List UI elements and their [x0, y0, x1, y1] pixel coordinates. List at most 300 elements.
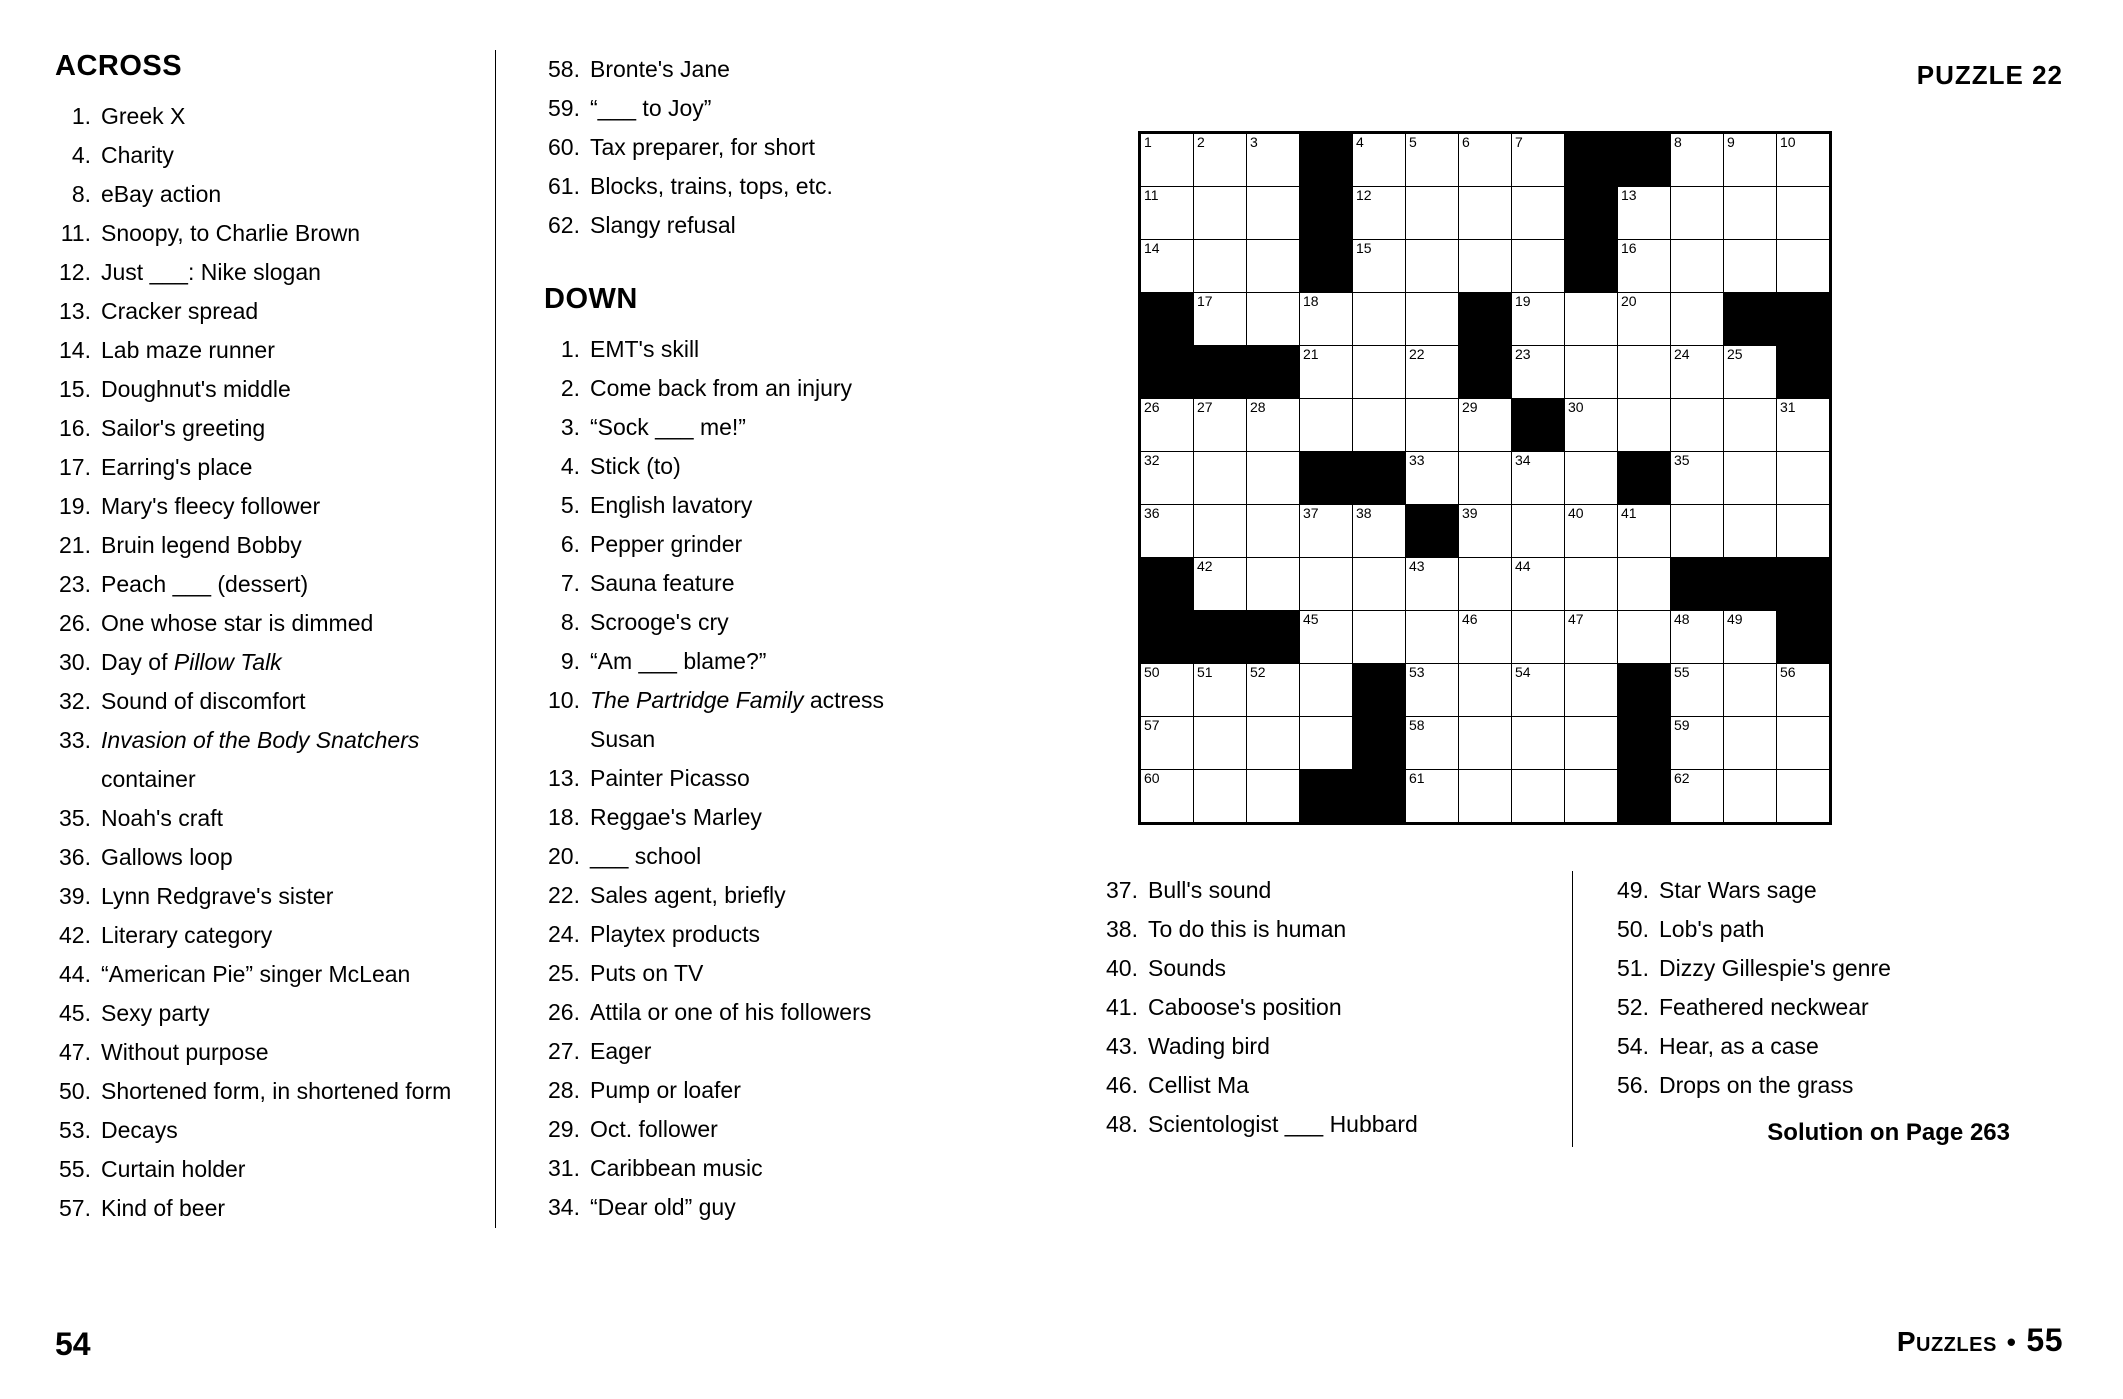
clue-number: 45.	[59, 1000, 91, 1026]
grid-cell[interactable]	[1459, 240, 1512, 293]
grid-cell-block	[1140, 293, 1194, 346]
grid-cell[interactable]	[1671, 770, 1724, 824]
clue-number: 27.	[548, 1038, 580, 1064]
clue-item	[544, 167, 951, 206]
grid-cell[interactable]	[1459, 505, 1512, 558]
grid-cell[interactable]	[1671, 133, 1724, 187]
grid-cell-number: 61	[1409, 770, 1425, 786]
grid-cell[interactable]	[1140, 717, 1194, 770]
grid-cell-number: 53	[1409, 664, 1425, 680]
grid-cell[interactable]	[1194, 187, 1247, 240]
grid-cell[interactable]	[1406, 399, 1459, 452]
clue-text: Noah's craft	[101, 805, 223, 831]
grid-cell[interactable]	[1671, 187, 1724, 240]
clue-text: Mary's fleecy follower	[101, 493, 321, 519]
grid-cell[interactable]	[1300, 558, 1353, 611]
grid-cell[interactable]	[1618, 240, 1671, 293]
clue-number: 37.	[1106, 877, 1138, 903]
grid-cell[interactable]	[1247, 664, 1300, 717]
grid-cell[interactable]	[1724, 240, 1777, 293]
clue-number: 12.	[59, 259, 91, 285]
clue-text: Painter Picasso	[590, 765, 750, 791]
clue-item	[1102, 910, 1572, 949]
clue-text: Feathered neckwear	[1659, 994, 1869, 1020]
grid-cell[interactable]	[1353, 133, 1406, 187]
grid-cell[interactable]	[1140, 133, 1194, 187]
grid-cell[interactable]	[1194, 399, 1247, 452]
clue-number: 40.	[1106, 955, 1138, 981]
clue-text: Wading bird	[1148, 1033, 1270, 1059]
grid-cell-block	[1300, 187, 1353, 240]
clue-item	[55, 1072, 471, 1111]
grid-cell[interactable]	[1724, 717, 1777, 770]
grid-cell[interactable]	[1194, 133, 1247, 187]
clue-item	[55, 877, 471, 916]
grid-cell-block	[1353, 770, 1406, 824]
grid-cell[interactable]	[1459, 770, 1512, 824]
grid-cell-block	[1194, 346, 1247, 399]
grid-cell[interactable]	[1247, 717, 1300, 770]
grid-cell-number: 55	[1674, 664, 1690, 680]
grid-cell[interactable]	[1671, 505, 1724, 558]
grid-cell[interactable]	[1406, 133, 1459, 187]
clue-text: Bronte's Jane	[590, 56, 730, 82]
grid-cell[interactable]	[1512, 558, 1565, 611]
clue-number: 14.	[59, 337, 91, 363]
grid-cell[interactable]	[1777, 505, 1831, 558]
grid-cell[interactable]	[1777, 770, 1831, 824]
grid-cell[interactable]	[1724, 399, 1777, 452]
grid-cell[interactable]	[1618, 187, 1671, 240]
grid-cell-number: 19	[1515, 293, 1531, 309]
grid-cell[interactable]	[1300, 717, 1353, 770]
clue-number: 13.	[548, 765, 580, 791]
clue-text: Sound of discomfort	[101, 688, 306, 714]
grid-cell[interactable]	[1512, 240, 1565, 293]
clue-item	[1613, 949, 2012, 988]
grid-cell[interactable]	[1724, 133, 1777, 187]
grid-cell[interactable]	[1618, 346, 1671, 399]
grid-cell[interactable]	[1300, 293, 1353, 346]
clue-text: “Sock ___ me!”	[590, 414, 746, 440]
grid-cell[interactable]	[1512, 770, 1565, 824]
clue-number: 3.	[560, 414, 580, 440]
clue-item	[55, 1150, 471, 1189]
grid-cell[interactable]	[1353, 240, 1406, 293]
grid-cell[interactable]	[1459, 558, 1512, 611]
grid-cell-block	[1618, 717, 1671, 770]
grid-cell-block	[1671, 558, 1724, 611]
grid-cell[interactable]	[1777, 717, 1831, 770]
grid-cell[interactable]	[1459, 452, 1512, 505]
clue-text: Gallows loop	[101, 844, 233, 870]
grid-cell[interactable]	[1300, 664, 1353, 717]
grid-cell[interactable]	[1406, 770, 1459, 824]
clue-text: Attila or one of his followers	[590, 999, 872, 1025]
grid-cell-number: 54	[1515, 664, 1531, 680]
grid-cell[interactable]	[1512, 611, 1565, 664]
clue-text: Sailor's greeting	[101, 415, 266, 441]
grid-cell[interactable]	[1459, 187, 1512, 240]
down-clue-list-3	[1613, 871, 2012, 1105]
grid-cell[interactable]	[1194, 293, 1247, 346]
clue-number: 8.	[560, 609, 580, 635]
grid-cell-block	[1353, 717, 1406, 770]
clue-text: Caboose's position	[1148, 994, 1342, 1020]
grid-cell[interactable]	[1406, 293, 1459, 346]
clue-number: 57.	[59, 1195, 91, 1221]
clue-item	[544, 525, 951, 564]
clue-text: Lynn Redgrave's sister	[101, 883, 334, 909]
clue-item	[544, 642, 951, 681]
grid-cell-number: 10	[1780, 134, 1796, 150]
clue-text: Sexy party	[101, 1000, 210, 1026]
grid-cell-number: 58	[1409, 717, 1425, 733]
grid-cell-number: 46	[1462, 611, 1478, 627]
grid-cell-number: 38	[1356, 505, 1372, 521]
grid-cell[interactable]	[1512, 452, 1565, 505]
grid-cell[interactable]	[1406, 240, 1459, 293]
grid-cell[interactable]	[1565, 770, 1618, 824]
grid-cell-number: 32	[1144, 452, 1160, 468]
clue-text: EMT's skill	[590, 336, 700, 362]
grid-cell[interactable]	[1247, 505, 1300, 558]
grid-cell[interactable]	[1459, 664, 1512, 717]
clue-number: 5.	[560, 492, 580, 518]
clue-item	[55, 994, 471, 1033]
clue-number: 28.	[548, 1077, 580, 1103]
footer-label: Puzzles	[1896, 1326, 1997, 1357]
clue-text: Dizzy Gillespie's genre	[1659, 955, 1891, 981]
grid-cell-number: 52	[1250, 664, 1266, 680]
grid-cell[interactable]	[1194, 452, 1247, 505]
puzzle-title: PUZZLE 22	[1916, 60, 2063, 90]
grid-cell[interactable]	[1671, 293, 1724, 346]
grid-cell[interactable]	[1671, 240, 1724, 293]
clue-item	[544, 206, 951, 245]
clue-number: 18.	[548, 804, 580, 830]
grid-cell[interactable]	[1300, 399, 1353, 452]
left-clue-columns	[55, 50, 1022, 1228]
grid-cell-block	[1194, 611, 1247, 664]
grid-cell[interactable]	[1406, 452, 1459, 505]
grid-cell[interactable]	[1300, 346, 1353, 399]
grid-cell[interactable]	[1777, 399, 1831, 452]
clue-item	[55, 643, 471, 682]
down-clue-list-2	[1102, 871, 1572, 1144]
grid-cell[interactable]	[1406, 611, 1459, 664]
down-heading: DOWN	[544, 283, 638, 315]
clue-text: Just ___: Nike slogan	[101, 259, 321, 285]
clue-number: 26.	[59, 610, 91, 636]
grid-cell-block	[1618, 452, 1671, 505]
clue-item	[544, 798, 951, 837]
grid-cell[interactable]	[1353, 558, 1406, 611]
grid-cell[interactable]	[1565, 452, 1618, 505]
grid-cell[interactable]	[1618, 505, 1671, 558]
grid-cell[interactable]	[1512, 187, 1565, 240]
grid-row	[1140, 346, 1831, 399]
grid-cell[interactable]	[1300, 611, 1353, 664]
grid-cell[interactable]	[1565, 505, 1618, 558]
clue-number: 43.	[1106, 1033, 1138, 1059]
clue-number: 15.	[59, 376, 91, 402]
clue-item	[544, 876, 951, 915]
grid-cell[interactable]	[1671, 452, 1724, 505]
grid-cell-number: 11	[1144, 187, 1159, 203]
down-clues-continued	[1102, 871, 2063, 1147]
grid-cell[interactable]	[1247, 558, 1300, 611]
clue-item	[1102, 1027, 1572, 1066]
across-clue-list-1	[55, 97, 471, 1228]
clue-number: 51.	[1617, 955, 1649, 981]
clue-number: 23.	[59, 571, 91, 597]
grid-cell-number: 36	[1144, 505, 1160, 521]
clue-text: The Partridge Family actress Susan	[590, 687, 884, 752]
clue-item	[55, 370, 471, 409]
clue-number: 60.	[548, 134, 580, 160]
grid-cell[interactable]	[1140, 187, 1194, 240]
grid-cell[interactable]	[1671, 611, 1724, 664]
clue-number: 50.	[1617, 916, 1649, 942]
clue-item	[55, 487, 471, 526]
grid-cell[interactable]	[1406, 558, 1459, 611]
grid-cell[interactable]	[1459, 399, 1512, 452]
grid-cell[interactable]	[1194, 770, 1247, 824]
clue-text: Stick (to)	[590, 453, 681, 479]
grid-cell-number: 3	[1250, 134, 1258, 150]
clue-text: Bull's sound	[1148, 877, 1272, 903]
grid-cell[interactable]	[1565, 664, 1618, 717]
grid-cell-block	[1618, 770, 1671, 824]
clue-text: Doughnut's middle	[101, 376, 291, 402]
page-number-right: 55	[2026, 1322, 2063, 1358]
clue-item	[1613, 910, 2012, 949]
grid-cell[interactable]	[1512, 133, 1565, 187]
grid-cell[interactable]	[1140, 452, 1194, 505]
grid-cell-number: 45	[1303, 611, 1319, 627]
grid-cell-number: 44	[1515, 558, 1531, 574]
grid-cell[interactable]	[1565, 346, 1618, 399]
grid-cell[interactable]	[1140, 770, 1194, 824]
clue-text: Playtex products	[590, 921, 761, 947]
clue-number: 38.	[1106, 916, 1138, 942]
grid-cell[interactable]	[1512, 346, 1565, 399]
grid-cell[interactable]	[1724, 346, 1777, 399]
grid-cell[interactable]	[1724, 452, 1777, 505]
grid-cell[interactable]	[1247, 770, 1300, 824]
clue-item	[55, 136, 471, 175]
clue-number: 22.	[548, 882, 580, 908]
grid-cell[interactable]	[1724, 664, 1777, 717]
grid-cell[interactable]	[1406, 664, 1459, 717]
across-clue-list-2	[544, 50, 951, 245]
grid-row	[1140, 240, 1831, 293]
grid-cell[interactable]	[1777, 187, 1831, 240]
grid-cell-number: 9	[1727, 134, 1735, 150]
grid-cell-number: 57	[1144, 717, 1160, 733]
clue-item	[544, 89, 951, 128]
clue-text: Cellist Ma	[1148, 1072, 1249, 1098]
clue-text: Eager	[590, 1038, 652, 1064]
clue-text: Greek X	[101, 103, 186, 129]
grid-cell[interactable]	[1406, 187, 1459, 240]
crossword-grid[interactable]	[1138, 131, 1832, 825]
grid-cell[interactable]	[1247, 240, 1300, 293]
grid-cell-number: 37	[1303, 505, 1319, 521]
crossword-grid-wrapper	[1138, 131, 2063, 825]
grid-cell[interactable]	[1194, 505, 1247, 558]
clue-item	[55, 331, 471, 370]
grid-cell[interactable]	[1140, 399, 1194, 452]
solution-note: Solution on Page 263	[1767, 1119, 2010, 1146]
grid-cell-number: 62	[1674, 770, 1690, 786]
grid-cell[interactable]	[1724, 611, 1777, 664]
clue-number: 9.	[560, 648, 580, 674]
grid-cell[interactable]	[1406, 717, 1459, 770]
grid-cell[interactable]	[1353, 505, 1406, 558]
grid-cell[interactable]	[1724, 187, 1777, 240]
grid-cell-number: 15	[1356, 240, 1372, 256]
clue-item	[544, 915, 951, 954]
grid-cell-block	[1300, 240, 1353, 293]
clue-item	[1102, 871, 1572, 910]
grid-cell[interactable]	[1194, 664, 1247, 717]
grid-cell[interactable]	[1724, 770, 1777, 824]
clue-number: 20.	[548, 843, 580, 869]
clue-number: 54.	[1617, 1033, 1649, 1059]
grid-cell[interactable]	[1459, 133, 1512, 187]
clue-item	[1102, 1105, 1572, 1144]
grid-cell-number: 31	[1780, 399, 1796, 415]
clue-number: 39.	[59, 883, 91, 909]
grid-cell[interactable]	[1459, 717, 1512, 770]
clue-number: 11.	[60, 220, 91, 246]
grid-cell-block	[1247, 346, 1300, 399]
clue-number: 33.	[59, 727, 91, 753]
grid-cell-block	[1300, 452, 1353, 505]
grid-cell[interactable]	[1671, 664, 1724, 717]
grid-cell-number: 33	[1409, 452, 1425, 468]
grid-cell[interactable]	[1777, 452, 1831, 505]
grid-cell-number: 50	[1144, 664, 1160, 680]
clue-text: Lob's path	[1659, 916, 1765, 942]
grid-cell[interactable]	[1353, 293, 1406, 346]
grid-cell[interactable]	[1565, 611, 1618, 664]
clue-item	[55, 721, 471, 799]
grid-cell[interactable]	[1512, 505, 1565, 558]
grid-cell[interactable]	[1777, 664, 1831, 717]
grid-cell-number: 6	[1462, 134, 1470, 150]
clue-item	[55, 97, 471, 136]
grid-cell[interactable]	[1618, 558, 1671, 611]
footer-dot: •	[2006, 1327, 2017, 1357]
clue-item	[544, 1188, 951, 1227]
grid-cell[interactable]	[1140, 505, 1194, 558]
clue-item	[55, 175, 471, 214]
grid-cell[interactable]	[1565, 558, 1618, 611]
grid-cell[interactable]	[1618, 399, 1671, 452]
grid-cell-number: 41	[1621, 505, 1637, 521]
grid-cell[interactable]	[1724, 505, 1777, 558]
grid-cell[interactable]	[1671, 717, 1724, 770]
grid-cell[interactable]	[1194, 558, 1247, 611]
grid-cell[interactable]	[1353, 611, 1406, 664]
clue-number: 17.	[59, 454, 91, 480]
grid-cell[interactable]	[1777, 240, 1831, 293]
clue-item	[544, 1032, 951, 1071]
grid-cell-number: 30	[1568, 399, 1584, 415]
grid-cell-block	[1300, 770, 1353, 824]
grid-cell[interactable]	[1512, 664, 1565, 717]
clue-item	[544, 447, 951, 486]
clue-number: 8.	[71, 181, 91, 207]
clue-text: Blocks, trains, tops, etc.	[590, 173, 833, 199]
grid-cell[interactable]	[1353, 346, 1406, 399]
grid-cell-number: 48	[1674, 611, 1690, 627]
grid-cell[interactable]	[1353, 187, 1406, 240]
grid-cell[interactable]	[1777, 133, 1831, 187]
clue-text: Caribbean music	[590, 1155, 763, 1181]
grid-cell[interactable]	[1512, 717, 1565, 770]
grid-row	[1140, 399, 1831, 452]
grid-cell[interactable]	[1140, 240, 1194, 293]
grid-cell[interactable]	[1565, 717, 1618, 770]
grid-cell-number: 2	[1197, 134, 1205, 150]
clue-number: 55.	[59, 1156, 91, 1182]
grid-cell-number: 18	[1303, 293, 1319, 309]
clue-number: 53.	[59, 1117, 91, 1143]
page-number-left: 54	[55, 1326, 91, 1362]
clue-text: “___ to Joy”	[590, 95, 712, 121]
grid-cell[interactable]	[1618, 293, 1671, 346]
grid-cell[interactable]	[1565, 399, 1618, 452]
clue-number: 41.	[1106, 994, 1138, 1020]
clue-text: Snoopy, to Charlie Brown	[101, 220, 361, 246]
grid-cell[interactable]	[1300, 505, 1353, 558]
clue-item	[55, 838, 471, 877]
grid-cell[interactable]	[1618, 611, 1671, 664]
grid-cell-number: 25	[1727, 346, 1743, 362]
grid-cell[interactable]	[1247, 452, 1300, 505]
grid-cell[interactable]	[1247, 399, 1300, 452]
grid-cell[interactable]	[1194, 240, 1247, 293]
clue-text: English lavatory	[590, 492, 753, 518]
clue-text: Pump or loafer	[590, 1077, 741, 1103]
grid-cell[interactable]	[1459, 611, 1512, 664]
clue-number: 1.	[71, 103, 91, 129]
grid-cell[interactable]	[1406, 346, 1459, 399]
clue-text: “Am ___ blame?”	[590, 648, 767, 674]
clue-item	[55, 526, 471, 565]
grid-cell[interactable]	[1671, 346, 1724, 399]
grid-cell[interactable]	[1671, 399, 1724, 452]
grid-cell[interactable]	[1140, 664, 1194, 717]
grid-cell[interactable]	[1565, 293, 1618, 346]
clue-number: 29.	[548, 1116, 580, 1142]
grid-cell-number: 23	[1515, 346, 1531, 362]
grid-cell[interactable]	[1194, 717, 1247, 770]
grid-cell[interactable]	[1353, 399, 1406, 452]
grid-cell[interactable]	[1247, 133, 1300, 187]
clue-number: 26.	[548, 999, 580, 1025]
clue-number: 52.	[1617, 994, 1649, 1020]
grid-row	[1140, 770, 1831, 824]
grid-row	[1140, 611, 1831, 664]
grid-cell[interactable]	[1247, 187, 1300, 240]
grid-cell[interactable]	[1247, 293, 1300, 346]
grid-cell[interactable]	[1512, 293, 1565, 346]
